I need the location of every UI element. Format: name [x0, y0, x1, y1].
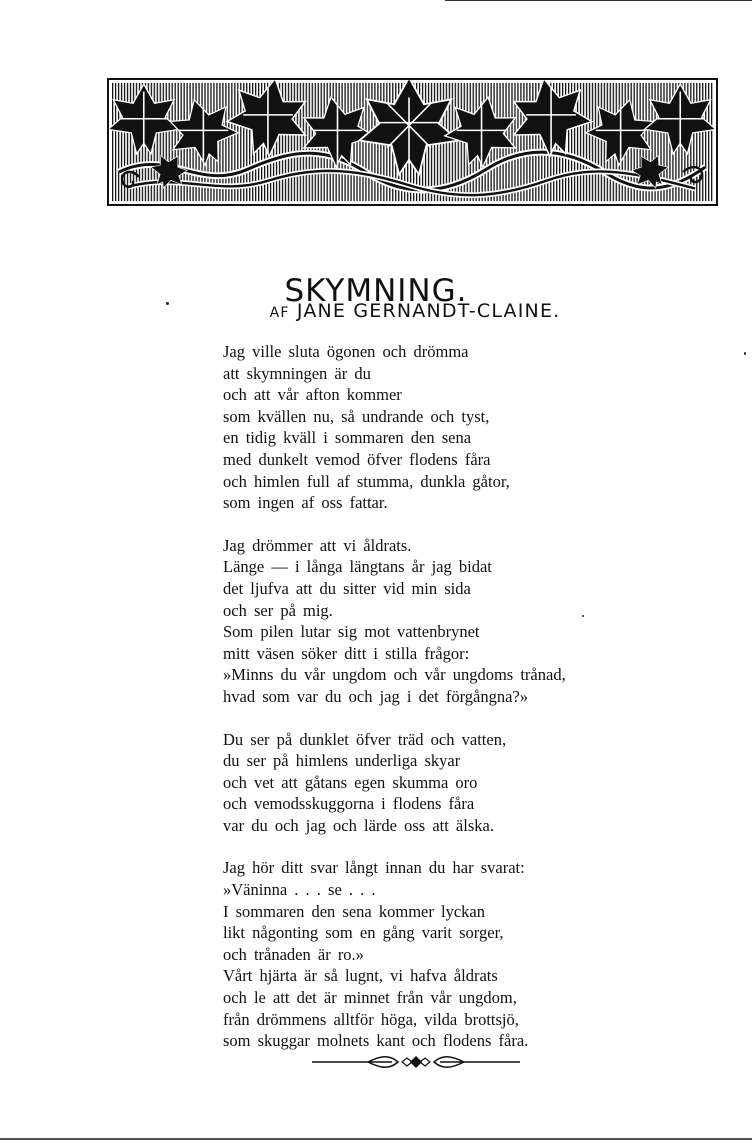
- poem-line: som ingen af oss fattar.: [223, 493, 388, 513]
- poem-line: Länge — i långa längtans år jag bidat: [223, 557, 492, 577]
- poem-line: I sommaren den sena kommer lyckan: [223, 901, 485, 921]
- poem-line: med dunkelt vemod öfver flodens fåra: [223, 449, 491, 469]
- poem-line: som kvällen nu, så undrande och tyst,: [223, 406, 490, 426]
- poem-line: hvad som var du och jag i det förgångna?»: [223, 686, 529, 706]
- ink-speck: [744, 352, 746, 355]
- poem-line: och vemodsskuggorna i flodens fåra: [223, 794, 475, 814]
- author-byline: [0, 300, 752, 322]
- poem-line: det ljufva att du sitter vid min sida: [223, 578, 471, 598]
- ink-speck: [166, 302, 169, 305]
- poem-line: var du och jag och lärde oss att älska.: [223, 815, 494, 835]
- poem-line: Jag hör ditt svar långt innan du har svarat:: [223, 858, 525, 878]
- poem-line: »Väninna . . . se . . .: [223, 880, 376, 900]
- poem-line: Vårt hjärta är så lugnt, vi hafva åldrats: [223, 966, 498, 986]
- poem-line: Du ser på dunklet öfver träd och vatten,: [223, 729, 507, 749]
- top-edge-rule: [0, 0, 752, 2]
- bottom-edge-rule: [0, 1138, 752, 1140]
- diamond-flourish-icon: [312, 1051, 520, 1073]
- poem-stanza: [223, 535, 703, 708]
- poem-line: att skymningen är du: [223, 363, 371, 383]
- poem-stanza: [223, 857, 703, 1051]
- poem-line: och att vår afton kommer: [223, 385, 402, 405]
- poem-stanza: [223, 341, 703, 514]
- author-name: JANE GERNANDT-CLAINE.: [296, 300, 561, 322]
- poem-line: »Minns du vår ungdom och vår ungdoms trånad,: [223, 665, 566, 685]
- poem-line: du ser på himlens underliga skyar: [223, 751, 461, 771]
- poem-line: och himlen full af stumma, dunkla gåtor,: [223, 471, 510, 491]
- poem-line: en tidig kväll i sommaren den sena: [223, 428, 472, 448]
- ivy-leaf-frieze-icon: [109, 80, 716, 204]
- byline-prefix: AF: [269, 305, 290, 321]
- ink-speck: [582, 615, 584, 617]
- poem-line: Jag drömmer att vi åldrats.: [223, 535, 412, 555]
- poem-line: likt någonting som en gång varit sorger,: [223, 923, 504, 943]
- poem-line: och ser på mig.: [223, 600, 333, 620]
- poem-line: som skuggar molnets kant och flodens fåra.: [223, 1031, 529, 1051]
- poem-body: [223, 341, 703, 1073]
- poem-line: och vet att gåtans egen skumma oro: [223, 772, 478, 792]
- poem-line: Jag ville sluta ögonen och drömma: [223, 342, 469, 361]
- poem-line: mitt väsen söker ditt i stilla frågor:: [223, 643, 470, 663]
- poem-stanza: [223, 729, 703, 837]
- ivy-banner-illustration: [107, 78, 718, 206]
- poem-line: och trånaden är ro.»: [223, 944, 364, 964]
- poem-line: och le att det är minnet från vår ungdom,: [223, 988, 517, 1008]
- poem-line: från drömmens alltför höga, vilda brottsjö,: [223, 1009, 519, 1029]
- poem-title: SKYMNING.: [284, 272, 468, 309]
- poem-line: Som pilen lutar sig mot vattenbrynet: [223, 622, 480, 642]
